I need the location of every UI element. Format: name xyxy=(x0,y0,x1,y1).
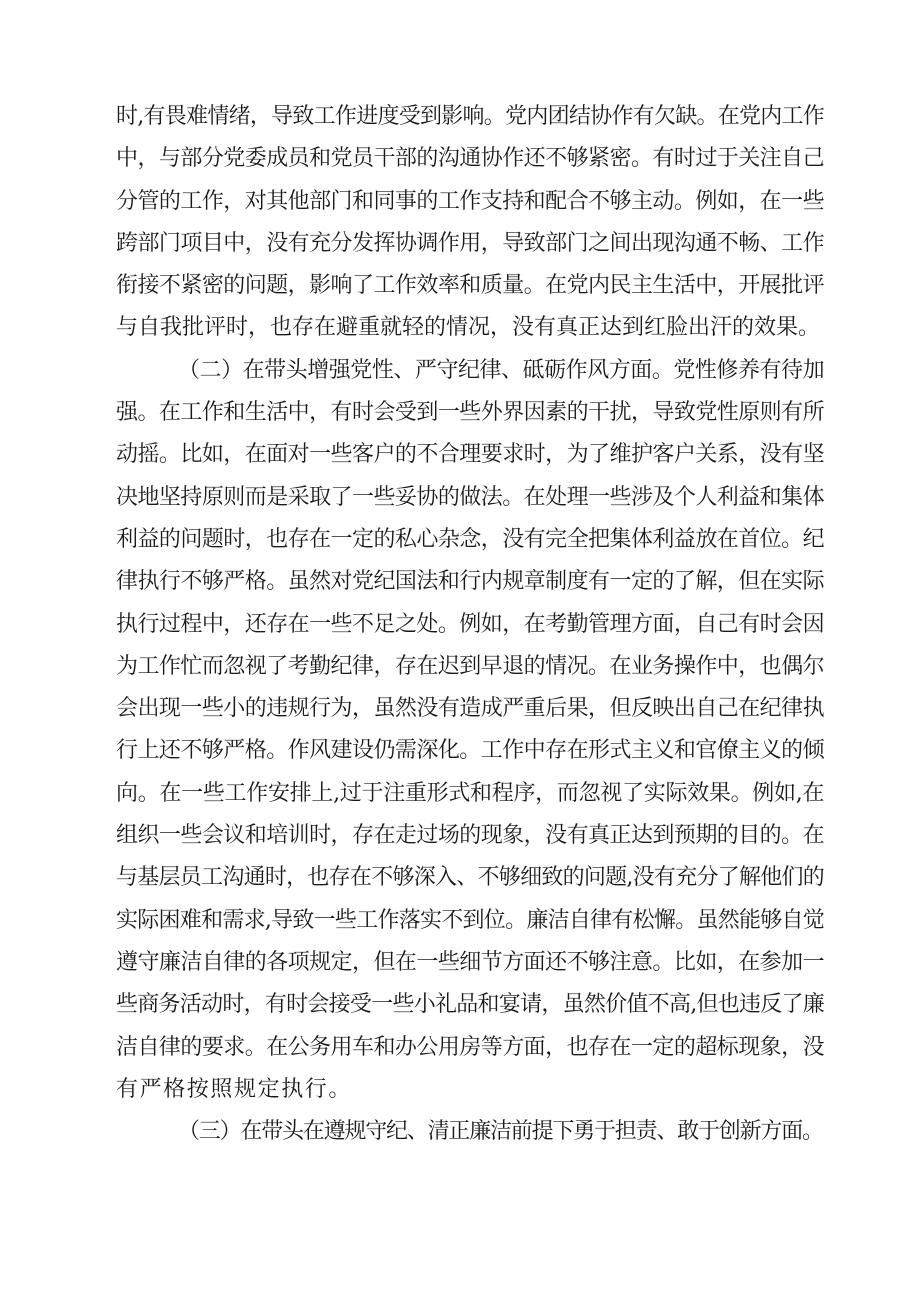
text-line: 动摇。比如，在面对一些客户的不合理要求时，为了维护客户关系，没有坚 xyxy=(116,442,824,468)
text-line: 跨部门项目中，没有充分发挥协调作用，导致部门之间出现沟通不畅、工作 xyxy=(116,230,824,256)
text-line: 决地坚持原则而是采取了一些妥协的做法。在处理一些涉及个人利益和集体 xyxy=(116,484,824,510)
section-heading-line: （二）在带头增强党性、严守纪律、砥砺作风方面。党性修养有待加 xyxy=(178,357,824,383)
text-line: 组织一些会议和培训时，存在走过场的现象，没有真正达到预期的目的。在 xyxy=(116,823,824,849)
text-line: 与基层员工沟通时，也存在不够深入、不够细致的问题,没有充分了解他们的 xyxy=(116,865,824,891)
text-line: 强。在工作和生活中，有时会受到一些外界因素的干扰，导致党性原则有所 xyxy=(116,400,824,426)
text-line: 中，与部分党委成员和党员干部的沟通协作还不够紧密。有时过于关注自己 xyxy=(116,146,824,172)
text-line: 时,有畏难情绪，导致工作进度受到影响。党内团结协作有欠缺。在党内工作 xyxy=(116,104,824,129)
paragraph-1 xyxy=(116,96,824,350)
paragraph-3 xyxy=(116,1111,824,1153)
text-line: 有严格按照规定执行。 xyxy=(116,1076,353,1102)
text-line: 会出现一些小的违规行为，虽然没有造成严重后果，但反映出自己在纪律执 xyxy=(116,696,824,722)
text-line: 实际困难和需求,导致一些工作落实不到位。廉洁自律有松懈。虽然能够自觉 xyxy=(116,907,824,933)
text-line: 行上还不够严格。作风建设仍需深化。工作中存在形式主义和官僚主义的倾 xyxy=(116,738,824,764)
text-line: 向。在一些工作安排上,过于注重形式和程序，而忽视了实际效果。例如,在 xyxy=(116,780,824,806)
text-line: 利益的问题时，也存在一定的私心杂念，没有完全把集体利益放在首位。纪 xyxy=(116,526,824,552)
paragraph-2 xyxy=(116,350,824,1111)
text-line: 些商务活动时，有时会接受一些小礼品和宴请，虽然价值不高,但也违反了廉 xyxy=(116,992,824,1018)
text-line: 律执行不够严格。虽然对党纪国法和行内规章制度有一定的了解，但在实际 xyxy=(116,569,824,595)
text-line: 与自我批评时，也存在避重就轻的情况，没有真正达到红脸出汗的效果。 xyxy=(116,315,821,341)
section-heading-line: （三）在带头在遵规守纪、清正廉洁前提下勇于担责、敢于创新方面。 xyxy=(178,1119,823,1145)
text-line: 分管的工作，对其他部门和同事的工作支持和配合不够主动。例如，在一些 xyxy=(116,188,824,214)
document-body xyxy=(116,96,824,1153)
text-line: 遵守廉洁自律的各项规定，但在一些细节方面还不够注意。比如，在参加一 xyxy=(116,949,824,975)
text-line: 衔接不紧密的问题，影响了工作效率和质量。在党内民主生活中，开展批评 xyxy=(116,273,824,299)
text-line: 洁自律的要求。在公务用车和办公用房等方面，也存在一定的超标现象，没 xyxy=(116,1034,824,1060)
text-line: 为工作忙而忽视了考勤纪律，存在迟到早退的情况。在业务操作中，也偶尔 xyxy=(116,653,824,679)
text-line: 执行过程中，还存在一些不足之处。例如，在考勤管理方面，自己有时会因 xyxy=(116,611,824,637)
